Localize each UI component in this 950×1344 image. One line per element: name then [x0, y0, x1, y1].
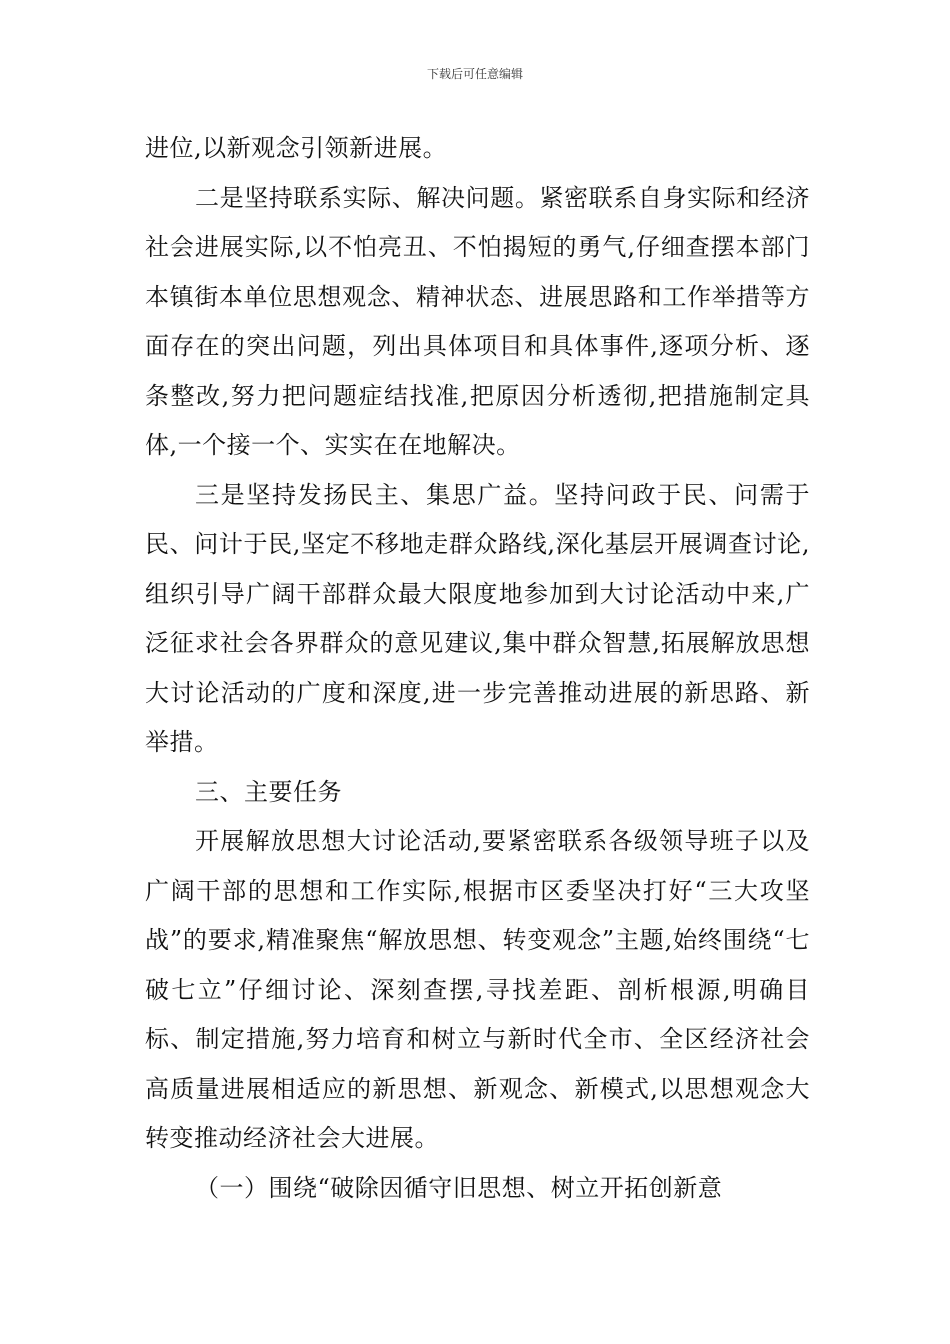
section-heading-main-tasks: 三、主要任务	[195, 777, 342, 806]
document-body	[145, 124, 810, 1213]
paragraph-main-tasks-intro: 开展解放思想大讨论活动,要紧密联系各级领导班子以及广阔干部的思想和工作实际,根据市区委坚决打好“三大攻坚战”的要求,精准聚焦“解放思想、转变观念”主题,始终围绕“七破七立”仔细讨论、深刻查摆,寻找差距、剖析根源,明确目标、制定措施,努力培育和树立与新时代全市、全区经济社会高质量进展相适应的新思想、新观念、新模式,以思想观念大转变推动经济社会大进展。	[145, 827, 810, 1152]
paragraph-point-two: 二是坚持联系实际、解决问题。紧密联系自身实际和经济社会进展实际,以不怕亮丑、不怕揭短的勇气,仔细查摆本部门本镇街本单位思想观念、精神状态、进展思路和工作举措等方面存在的突出问题，列出具体项目和具体事件,逐项分析、逐条整改,努力把问题症结找准,把原因分析透彻,把措施制定具体,一个接一个、实实在在地解决。	[145, 183, 810, 459]
subsection-heading-one: （一）围绕“破除因循守旧思想、树立开拓创新意	[195, 1173, 723, 1202]
page-header-note: 下载后可任意编辑	[426, 67, 523, 81]
paragraph-continuation: 进位,以新观念引领新进展。	[145, 134, 448, 162]
paragraph-point-three: 三是坚持发扬民主、集思广益。坚持问政于民、问需于民、问计于民,坚定不移地走群众路线,深化基层开展调查讨论,组织引导广阔干部群众最大限度地参加到大讨论活动中来,广泛征求社会各界群众的意见建议,集中群众智慧,拓展解放思想大讨论活动的广度和深度,进一步完善推动进展的新思路、新举措。	[145, 480, 810, 756]
